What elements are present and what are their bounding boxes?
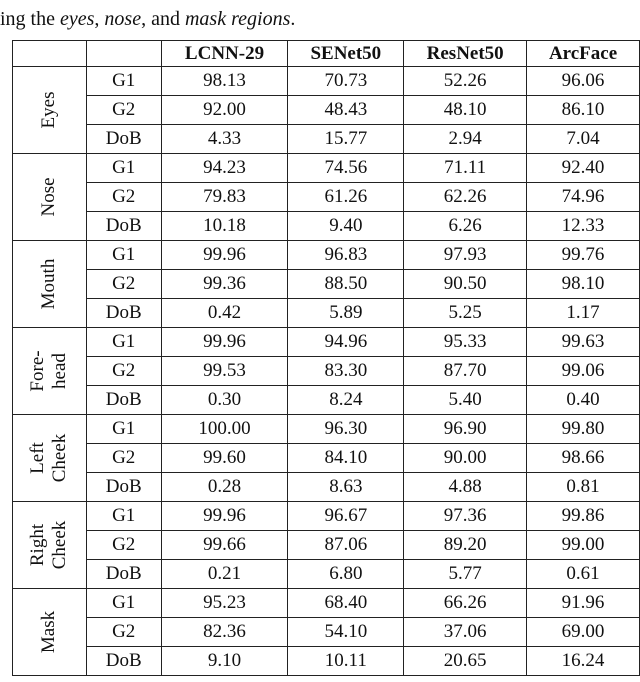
metric-label: G1 bbox=[86, 241, 161, 270]
value-cell: 16.24 bbox=[527, 647, 640, 676]
value-cell: 15.77 bbox=[288, 125, 404, 154]
value-cell: 99.53 bbox=[161, 357, 288, 386]
value-cell: 94.23 bbox=[161, 154, 288, 183]
table-row bbox=[13, 618, 640, 647]
region-label bbox=[13, 67, 87, 154]
value-cell: 98.13 bbox=[161, 67, 288, 96]
value-cell: 4.33 bbox=[161, 125, 288, 154]
value-cell: 10.11 bbox=[288, 647, 404, 676]
value-cell: 97.36 bbox=[404, 502, 527, 531]
header-cell: SENet50 bbox=[288, 41, 404, 67]
value-cell: 95.33 bbox=[404, 328, 527, 357]
header-cell: ResNet50 bbox=[404, 41, 527, 67]
table-row bbox=[13, 67, 640, 96]
caption-nose: nose bbox=[104, 8, 142, 30]
value-cell: 4.88 bbox=[404, 473, 527, 502]
region-text: Mask bbox=[38, 610, 60, 654]
value-cell: 6.26 bbox=[404, 212, 527, 241]
value-cell: 86.10 bbox=[527, 96, 640, 125]
table-row bbox=[13, 357, 640, 386]
metric-label: DoB bbox=[86, 299, 161, 328]
value-cell: 0.42 bbox=[161, 299, 288, 328]
caption-mask: mask regions bbox=[184, 8, 291, 30]
region-text: Mouth bbox=[38, 258, 60, 310]
table-row bbox=[13, 444, 640, 473]
region-label bbox=[13, 328, 87, 415]
metric-label: DoB bbox=[86, 386, 161, 415]
header-cell bbox=[13, 41, 87, 67]
value-cell: 74.96 bbox=[527, 183, 640, 212]
value-cell: 0.40 bbox=[527, 386, 640, 415]
value-cell: 96.90 bbox=[404, 415, 527, 444]
metric-label: DoB bbox=[86, 647, 161, 676]
value-cell: 5.89 bbox=[288, 299, 404, 328]
value-cell: 62.26 bbox=[404, 183, 527, 212]
region-label bbox=[13, 154, 87, 241]
caption-text: , and bbox=[141, 8, 185, 30]
value-cell: 8.24 bbox=[288, 386, 404, 415]
table-row bbox=[13, 96, 640, 125]
value-cell: 5.40 bbox=[404, 386, 527, 415]
value-cell: 5.77 bbox=[404, 560, 527, 589]
header-cell: ArcFace bbox=[527, 41, 640, 67]
value-cell: 96.83 bbox=[288, 241, 404, 270]
value-cell: 99.06 bbox=[527, 357, 640, 386]
value-cell: 48.43 bbox=[288, 96, 404, 125]
caption-text: , bbox=[94, 8, 105, 30]
value-cell: 94.96 bbox=[288, 328, 404, 357]
header-cell: LCNN-29 bbox=[161, 41, 288, 67]
table-row bbox=[13, 125, 640, 154]
metric-label: G2 bbox=[86, 183, 161, 212]
value-cell: 99.00 bbox=[527, 531, 640, 560]
value-cell: 79.83 bbox=[161, 183, 288, 212]
value-cell: 70.73 bbox=[288, 67, 404, 96]
value-cell: 1.17 bbox=[527, 299, 640, 328]
value-cell: 0.28 bbox=[161, 473, 288, 502]
table-row bbox=[13, 502, 640, 531]
value-cell: 0.21 bbox=[161, 560, 288, 589]
value-cell: 61.26 bbox=[288, 183, 404, 212]
table-row bbox=[13, 270, 640, 299]
value-cell: 0.30 bbox=[161, 386, 288, 415]
value-cell: 9.40 bbox=[288, 212, 404, 241]
value-cell: 5.25 bbox=[404, 299, 527, 328]
value-cell: 96.67 bbox=[288, 502, 404, 531]
table-caption bbox=[0, 2, 295, 36]
value-cell: 87.06 bbox=[288, 531, 404, 560]
metric-label: DoB bbox=[86, 473, 161, 502]
table-row bbox=[13, 328, 640, 357]
value-cell: 68.40 bbox=[288, 589, 404, 618]
value-cell: 0.61 bbox=[527, 560, 640, 589]
value-cell: 98.10 bbox=[527, 270, 640, 299]
table-row bbox=[13, 473, 640, 502]
table-row bbox=[13, 560, 640, 589]
value-cell: 54.10 bbox=[288, 618, 404, 647]
value-cell: 69.00 bbox=[527, 618, 640, 647]
value-cell: 99.96 bbox=[161, 241, 288, 270]
table-row bbox=[13, 531, 640, 560]
value-cell: 99.36 bbox=[161, 270, 288, 299]
region-text: Nose bbox=[38, 177, 60, 217]
table-row bbox=[13, 183, 640, 212]
value-cell: 98.66 bbox=[527, 444, 640, 473]
metric-label: G2 bbox=[86, 96, 161, 125]
value-cell: 91.96 bbox=[527, 589, 640, 618]
region-text: Left Cheek bbox=[27, 433, 71, 483]
value-cell: 90.00 bbox=[404, 444, 527, 473]
value-cell: 99.80 bbox=[527, 415, 640, 444]
header-row bbox=[13, 41, 640, 67]
value-cell: 90.50 bbox=[404, 270, 527, 299]
metric-label: G2 bbox=[86, 357, 161, 386]
metric-label: G1 bbox=[86, 502, 161, 531]
table-row bbox=[13, 241, 640, 270]
value-cell: 100.00 bbox=[161, 415, 288, 444]
value-cell: 92.40 bbox=[527, 154, 640, 183]
region-label bbox=[13, 241, 87, 328]
metric-label: G2 bbox=[86, 444, 161, 473]
value-cell: 9.10 bbox=[161, 647, 288, 676]
table-row bbox=[13, 415, 640, 444]
region-label bbox=[13, 415, 87, 502]
caption-eyes: eyes bbox=[60, 8, 95, 30]
value-cell: 37.06 bbox=[404, 618, 527, 647]
metric-label: G1 bbox=[86, 67, 161, 96]
region-text: Eyes bbox=[38, 91, 60, 129]
metric-label: G1 bbox=[86, 589, 161, 618]
region-label bbox=[13, 589, 87, 676]
value-cell: 99.60 bbox=[161, 444, 288, 473]
value-cell: 99.96 bbox=[161, 328, 288, 357]
value-cell: 0.81 bbox=[527, 473, 640, 502]
value-cell: 96.06 bbox=[527, 67, 640, 96]
region-text: Right Cheek bbox=[27, 520, 71, 570]
table-row bbox=[13, 154, 640, 183]
table-row bbox=[13, 212, 640, 241]
value-cell: 10.18 bbox=[161, 212, 288, 241]
value-cell: 99.86 bbox=[527, 502, 640, 531]
region-text: Fore- head bbox=[27, 350, 71, 392]
metric-label: G2 bbox=[86, 618, 161, 647]
metric-label: G2 bbox=[86, 270, 161, 299]
value-cell: 83.30 bbox=[288, 357, 404, 386]
table-row bbox=[13, 299, 640, 328]
header-cell bbox=[86, 41, 161, 67]
value-cell: 82.36 bbox=[161, 618, 288, 647]
region-label bbox=[13, 502, 87, 589]
metric-label: G2 bbox=[86, 531, 161, 560]
value-cell: 87.70 bbox=[404, 357, 527, 386]
value-cell: 99.76 bbox=[527, 241, 640, 270]
value-cell: 88.50 bbox=[288, 270, 404, 299]
value-cell: 6.80 bbox=[288, 560, 404, 589]
table-row bbox=[13, 647, 640, 676]
table-row bbox=[13, 589, 640, 618]
caption-text: ing the bbox=[0, 8, 60, 30]
metric-label: G1 bbox=[86, 415, 161, 444]
value-cell: 71.11 bbox=[404, 154, 527, 183]
value-cell: 48.10 bbox=[404, 96, 527, 125]
metric-label: DoB bbox=[86, 125, 161, 154]
results-table bbox=[12, 40, 640, 676]
value-cell: 89.20 bbox=[404, 531, 527, 560]
value-cell: 97.93 bbox=[404, 241, 527, 270]
value-cell: 99.63 bbox=[527, 328, 640, 357]
value-cell: 74.56 bbox=[288, 154, 404, 183]
metric-label: G1 bbox=[86, 154, 161, 183]
metric-label: G1 bbox=[86, 328, 161, 357]
value-cell: 66.26 bbox=[404, 589, 527, 618]
table-row bbox=[13, 386, 640, 415]
metric-label: DoB bbox=[86, 560, 161, 589]
value-cell: 12.33 bbox=[527, 212, 640, 241]
value-cell: 8.63 bbox=[288, 473, 404, 502]
value-cell: 99.96 bbox=[161, 502, 288, 531]
value-cell: 52.26 bbox=[404, 67, 527, 96]
value-cell: 2.94 bbox=[404, 125, 527, 154]
value-cell: 96.30 bbox=[288, 415, 404, 444]
metric-label: DoB bbox=[86, 212, 161, 241]
value-cell: 20.65 bbox=[404, 647, 527, 676]
value-cell: 7.04 bbox=[527, 125, 640, 154]
value-cell: 84.10 bbox=[288, 444, 404, 473]
caption-text: . bbox=[290, 8, 296, 30]
value-cell: 92.00 bbox=[161, 96, 288, 125]
value-cell: 99.66 bbox=[161, 531, 288, 560]
value-cell: 95.23 bbox=[161, 589, 288, 618]
